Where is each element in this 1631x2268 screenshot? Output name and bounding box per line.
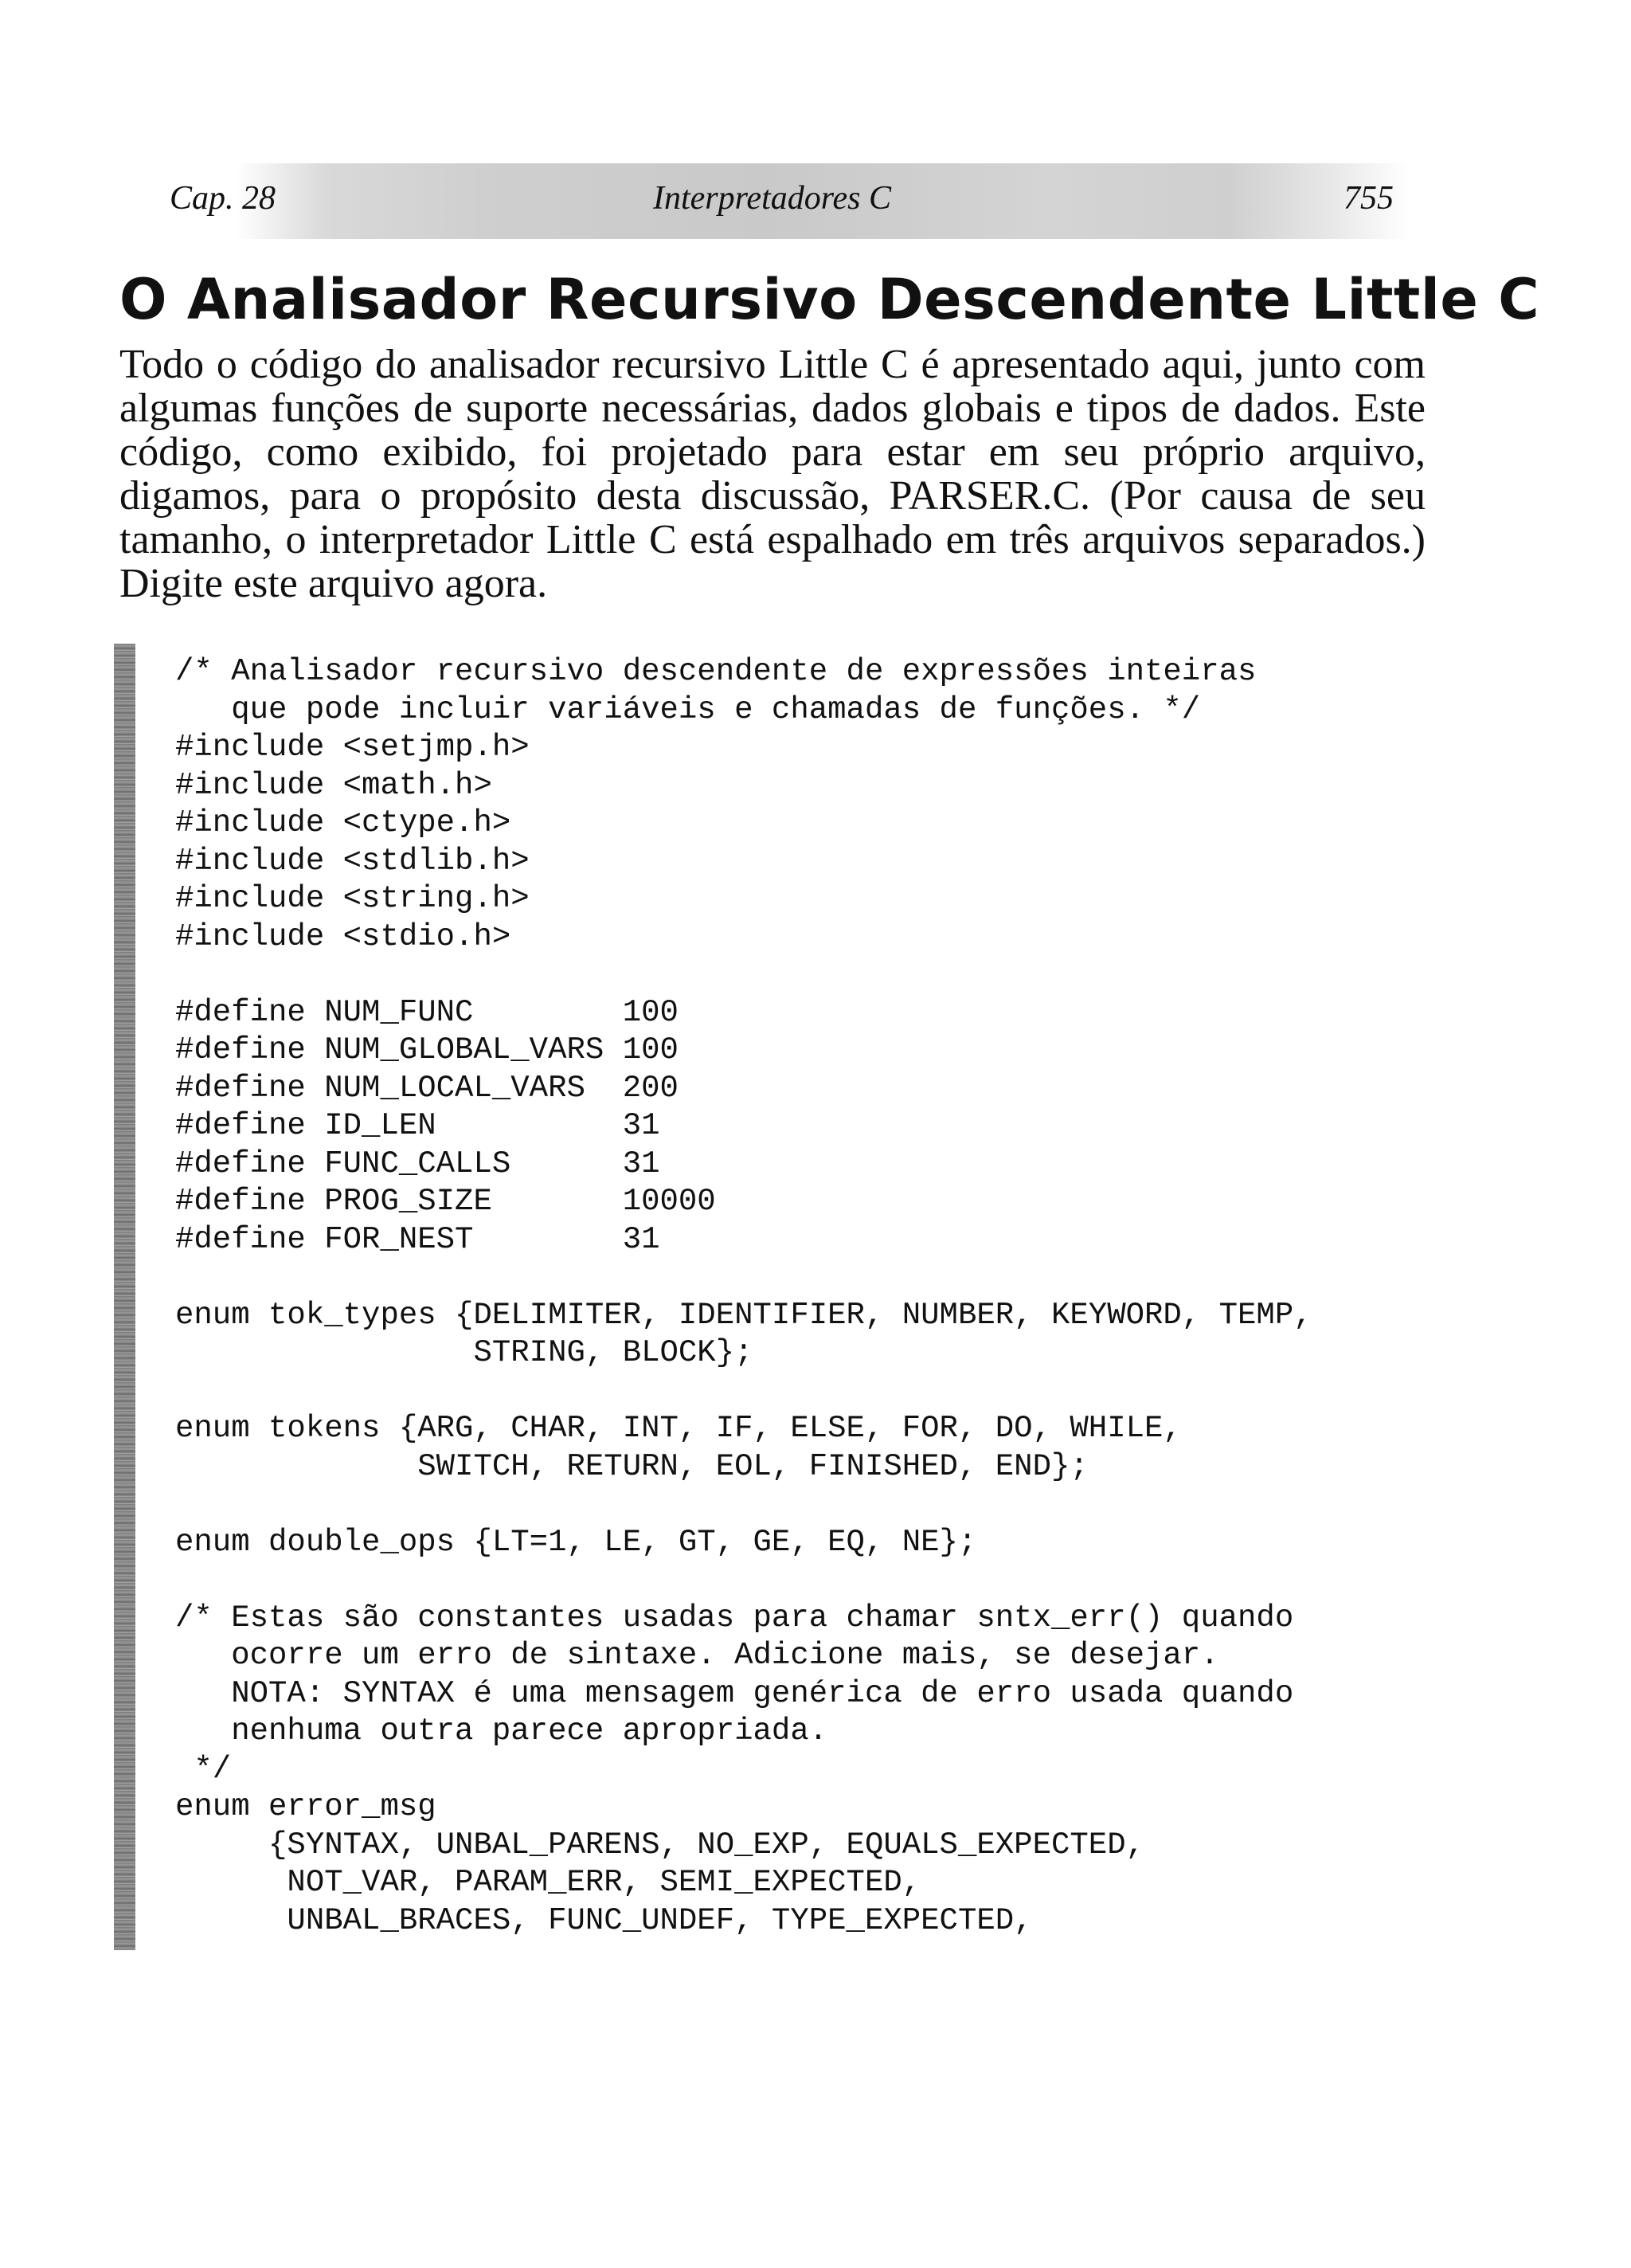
code-line: enum tokens {ARG, CHAR, INT, IF, ELSE, FOR, DO, WHILE, [175,1411,1182,1446]
code-listing [175,653,1312,1940]
code-line [175,1259,1312,1297]
code-line: #define FUNC_CALLS 31 [175,1146,660,1181]
code-line: enum tok_types {DELIMITER, IDENTIFIER, NUMBER, KEYWORD, TEMP, [175,1297,1312,1333]
code-line [175,956,1312,994]
code-line: SWITCH, RETURN, EOL, FINISHED, END}; [175,1448,1089,1484]
section-title: O Analisador Recursivo Descendente Little C [119,267,1540,332]
code-line: */ [175,1751,232,1787]
code-line: enum error_msg [175,1789,436,1824]
code-line: STRING, BLOCK}; [175,1335,753,1370]
code-line: NOT_VAR, PARAM_ERR, SEMI_EXPECTED, [175,1865,921,1900]
code-line: /* Estas são constantes usadas para chamar sntx_err() quando [175,1600,1294,1635]
code-line: #define NUM_FUNC 100 [175,994,679,1030]
code-line: #define ID_LEN 31 [175,1108,660,1143]
section-label: Interpretadores C [653,180,892,217]
code-line: #define PROG_SIZE 10000 [175,1184,716,1219]
code-line: ocorre um erro de sintaxe. Adicione mais, se desejar. [175,1638,1219,1673]
running-header [119,163,1410,239]
code-line: nenhuma outra parece apropriada. [175,1714,828,1749]
code-line: NOTA: SYNTAX é uma mensagem genérica de erro usada quando [175,1675,1294,1711]
code-line: #include <setjmp.h> [175,730,530,765]
chapter-label: Cap. 28 [170,180,276,217]
code-line: {SYNTAX, UNBAL_PARENS, NO_EXP, EQUALS_EXPECTED, [175,1827,1144,1863]
code-line [175,1486,1312,1524]
code-line: #define NUM_LOCAL_VARS 200 [175,1070,679,1106]
code-line: enum double_ops {LT=1, LE, GT, GE, EQ, NE}; [175,1524,977,1560]
code-line: #define NUM_GLOBAL_VARS 100 [175,1032,679,1067]
code-line [175,1561,1312,1600]
code-line: UNBAL_BRACES, FUNC_UNDEF, TYPE_EXPECTED, [175,1902,1033,1938]
code-margin-bar [114,644,135,1950]
code-line: #include <string.h> [175,881,530,916]
page-number: 755 [1344,180,1394,217]
code-line [175,1373,1312,1411]
code-line: /* Analisador recursivo descendente de expressões inteiras [175,654,1257,689]
code-line: #define FOR_NEST 31 [175,1221,660,1257]
code-line: #include <stdio.h> [175,919,511,954]
code-line: que pode incluir variáveis e chamadas de funções. */ [175,691,1201,727]
code-line: #include <math.h> [175,767,492,803]
code-line: #include <ctype.h> [175,805,511,840]
code-line: #include <stdlib.h> [175,843,530,879]
intro-paragraph: Todo o código do analisador recursivo Little C é apresentado aqui, junto com algumas funções de suporte necessárias, dados globais e tipos de dados. Este código, como exibido, foi projetado para estar em seu próprio arquivo, digamos, para o propósito desta discussão, PARSER.C. (Por causa de seu tamanho, o interpretador Little C está espalhado em três arquivos separados.) Digite este arquivo agora. [119,342,1426,606]
